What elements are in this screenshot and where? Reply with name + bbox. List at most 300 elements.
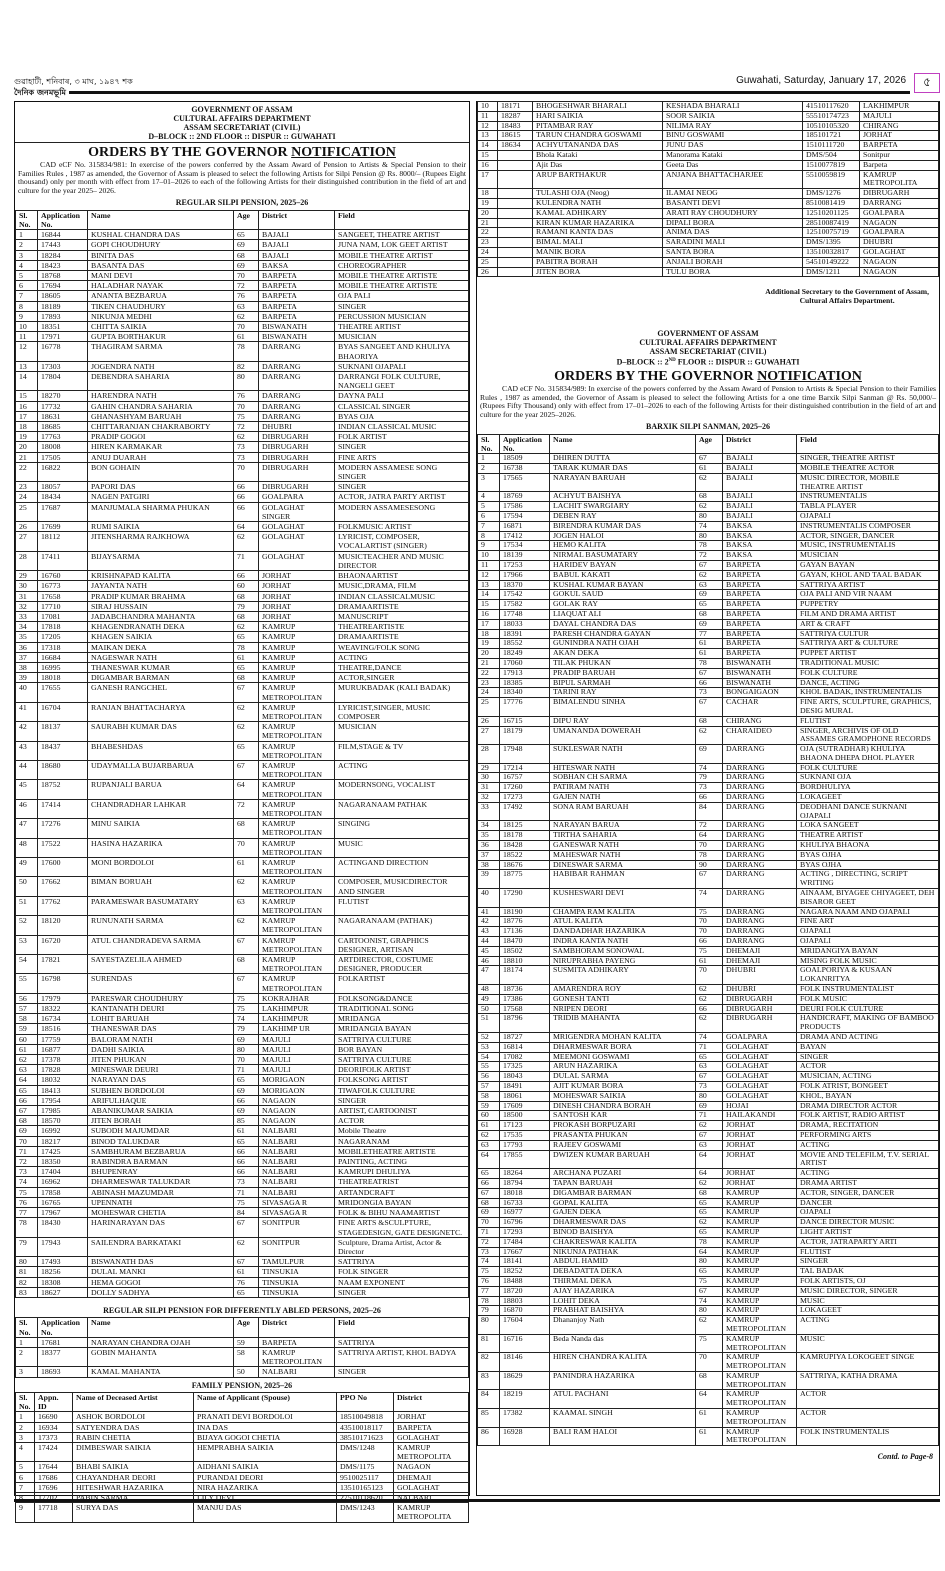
age-cell: 69 (696, 619, 723, 629)
table-row (16, 532, 469, 551)
name-cell: RUMI SAIKIA (88, 522, 234, 532)
application-no-cell: 17687 (38, 502, 88, 521)
district-cell: 8510081419 (803, 198, 860, 208)
age-cell: 65 (696, 600, 723, 610)
field-cell: CHIRANG (860, 121, 939, 131)
sl-no-cell: 1 (16, 1412, 35, 1422)
age-cell: NIRA HAZARIKA (194, 1482, 337, 1492)
table-row (478, 985, 939, 995)
district-cell: LAKHIMP UR (259, 1024, 335, 1034)
age-cell: 66 (234, 502, 259, 521)
table-row (16, 1014, 469, 1024)
field-cell: SATTRIYA CULTUR (797, 629, 939, 639)
district-cell: CHARAIDEO (723, 726, 797, 745)
age-cell: 69 (234, 240, 259, 250)
age-cell: SOOR SAIKIA (663, 111, 803, 121)
age-cell: 65 (234, 741, 259, 760)
field-cell: BORDHULIYA (797, 783, 939, 793)
table-row (478, 1371, 939, 1390)
name-cell: KHAGENDRANATH DEKA (88, 622, 234, 632)
name-cell: Dhananjoy Nath (550, 1316, 696, 1335)
application-no-cell: 16992 (38, 1126, 88, 1136)
application-no-cell: 18146 (500, 1353, 550, 1372)
field-cell: TIWAFOLK CULTURE (335, 1085, 469, 1095)
sl-no-cell: 83 (16, 1287, 38, 1297)
sl-no-cell: 1 (16, 1337, 38, 1347)
age-cell: 74 (696, 521, 723, 531)
district-cell: 5510059819 (803, 170, 860, 189)
application-no-cell: 18139 (500, 551, 550, 561)
name-cell: TARINI RAY (550, 688, 696, 698)
age-cell: 67 (696, 1130, 723, 1140)
district-cell: 38510171623 (337, 1432, 394, 1442)
sl-no-cell: 45 (16, 780, 38, 799)
application-no-cell: 18008 (38, 442, 88, 452)
field-cell: SINGER (797, 1257, 939, 1267)
field-cell: GOLAGHAT (860, 247, 939, 257)
gov-heading: GOVERNMENT OF ASSAM (657, 329, 759, 339)
table-row (16, 1065, 469, 1075)
name-cell: GUNINDRA NATH OJAH (550, 639, 696, 649)
age-cell: 73 (234, 442, 259, 452)
application-no-cell: 18340 (500, 688, 550, 698)
name-cell: KAMAL ADHIKARY (533, 208, 663, 218)
table-row (16, 702, 469, 721)
age-cell: 74 (696, 763, 723, 773)
field-cell: LIGHT ARTIST (797, 1227, 939, 1237)
age-cell: PRANATI DEVI BORDOLOI (194, 1412, 337, 1422)
district-cell: 27510118620 (337, 1492, 394, 1502)
district-cell: DARRANG (259, 401, 335, 411)
name-cell: CHANDRADHAR LAHKAR (88, 799, 234, 818)
district-cell: KAMRUP (259, 652, 335, 662)
district-cell: DARRANG (723, 745, 797, 764)
application-no-cell: 18423 (38, 260, 88, 270)
name-cell: GOKUL SAUD (550, 590, 696, 600)
application-no-cell: 18491 (500, 1081, 550, 1091)
table-row (478, 1390, 939, 1409)
column-header: District (394, 1392, 469, 1411)
sl-no-cell: 16 (478, 160, 498, 170)
table-row (16, 1472, 469, 1482)
district-cell: NALBARI (259, 1157, 335, 1167)
sl-no-cell: 25 (16, 502, 38, 521)
district-cell: DIBRUGARH (259, 462, 335, 481)
name-cell: BHUPENRAY (88, 1167, 234, 1177)
age-cell: 62 (696, 1316, 723, 1335)
sl-no-cell: 61 (16, 1044, 38, 1054)
field-cell: TRADITIONAL SONG (335, 1004, 469, 1014)
name-cell: NRIPEN DEORI (550, 1004, 696, 1014)
application-no-cell: 17542 (500, 590, 550, 600)
field-cell: MOBILE THEATRE ACTOR (797, 463, 939, 473)
field-cell: SINGER (335, 482, 469, 492)
district-cell: DARRANG (723, 773, 797, 783)
table-row (16, 1024, 469, 1034)
field-cell: ACTOR (335, 1116, 469, 1126)
district-cell: BONGAIGAON (723, 688, 797, 698)
application-no-cell: 18502 (500, 946, 550, 956)
district-cell: 43510018117 (337, 1422, 394, 1432)
age-cell: Geeta Das (663, 160, 803, 170)
field-cell: NALBARI (394, 1492, 469, 1502)
sl-no-cell: 22 (16, 462, 38, 481)
district-cell: KAMRUP (723, 1218, 797, 1228)
name-cell: MONI BORDOLOI (88, 857, 234, 876)
age-cell: 69 (696, 745, 723, 764)
district-cell: GOLAGHAT (259, 551, 335, 570)
column-header: District (259, 210, 335, 229)
field-cell: INDIAN CLASSICAL MUSIC (335, 422, 469, 432)
table-row (16, 1432, 469, 1442)
district-cell: BAJALI (723, 473, 797, 492)
field-cell: ARTIST, CARTOONIST (335, 1106, 469, 1116)
application-no-cell: 18509 (500, 454, 550, 464)
field-cell: BAYAN (797, 1042, 939, 1052)
district-cell: GOLAGHAT (259, 532, 335, 551)
age-cell: 66 (234, 1095, 259, 1105)
table-row (16, 1277, 469, 1287)
application-no-cell: 18322 (38, 1004, 88, 1014)
application-no-cell: 16720 (38, 935, 88, 954)
sl-no-cell: 58 (478, 1091, 500, 1101)
sl-no-cell: 23 (478, 238, 498, 248)
district-cell: DIBRUGARH (259, 482, 335, 492)
notification-title (477, 369, 939, 385)
sl-no-cell: 5 (478, 502, 500, 512)
district-cell: KAMRUP METROPOLITAN (259, 741, 335, 760)
sl-no-cell: 74 (16, 1177, 38, 1187)
age-cell: 62 (234, 532, 259, 551)
table-row (16, 1462, 469, 1472)
sl-no-cell: 49 (478, 994, 500, 1004)
sl-no-cell: 81 (478, 1334, 500, 1353)
application-no-cell: 17443 (38, 240, 88, 250)
district-cell: 1510077819 (803, 160, 860, 170)
district-cell: KAMRUP (259, 632, 335, 642)
age-cell: ANJANA BHATTACHARJEE (663, 170, 803, 189)
field-cell: THEATRE ARTIST (335, 322, 469, 332)
name-cell: HARINARAYAN DAS (88, 1218, 234, 1237)
application-no-cell: 18488 (500, 1276, 550, 1286)
name-cell: SANTOSH KAR (550, 1111, 696, 1121)
sl-no-cell: 14 (16, 372, 38, 391)
field-cell: KHULIYA BHAONA (797, 841, 939, 851)
application-no-cell: 18057 (38, 482, 88, 492)
field-cell: AINAAM, BIYAGEE CHIYAGEET, DEH BISAROR GEET (797, 889, 939, 908)
district-cell: KAMRUP METROPOLITAN (259, 683, 335, 702)
table-row (478, 678, 939, 688)
name-cell: PARAMESWAR BASUMATARY (88, 896, 234, 915)
age-cell: 74 (696, 889, 723, 908)
age-cell: 65 (696, 1052, 723, 1062)
age-cell: 61 (234, 652, 259, 662)
sl-no-cell: 46 (478, 956, 500, 966)
district-cell: BARPETA (723, 619, 797, 629)
name-cell: AKAN DEKA (550, 649, 696, 659)
name-cell: KUSHESWARI DEVI (550, 889, 696, 908)
field-cell: ACTOR (797, 1409, 939, 1428)
application-no-cell: 17260 (500, 783, 550, 793)
field-cell: MUSIC DIRECTOR, MOBILE THEATRE ARTIST (797, 473, 939, 492)
district-cell: NALBARI (259, 1146, 335, 1156)
district-cell: BARPETA (723, 570, 797, 580)
sl-no-cell: 7 (16, 291, 38, 301)
district-cell: DARRANG (723, 821, 797, 831)
age-cell: 78 (234, 642, 259, 652)
sl-no-cell: 50 (16, 877, 38, 896)
sl-no-cell: 73 (478, 1247, 500, 1257)
field-cell: SINGER (335, 301, 469, 311)
table-row (478, 841, 939, 851)
application-no-cell: 16962 (38, 1177, 88, 1187)
sl-no-cell: 8 (478, 531, 500, 541)
application-no-cell: 18043 (500, 1072, 550, 1082)
name-cell: SOBHAN CH SARMA (550, 773, 696, 783)
name-cell: PRADIP KUMAR BRAHMA (88, 591, 234, 601)
application-no-cell: 18377 (38, 1347, 88, 1366)
table-row (478, 228, 939, 238)
age-cell: 63 (696, 580, 723, 590)
application-no-cell: 18190 (500, 907, 550, 917)
table-row (16, 1126, 469, 1136)
name-cell: SUBODH MAJUMDAR (88, 1126, 234, 1136)
sl-no-cell: 74 (478, 1257, 500, 1267)
age-cell: 76 (234, 391, 259, 401)
table-row (478, 570, 939, 580)
district-cell: BARPETA (723, 590, 797, 600)
application-no-cell: 18174 (500, 966, 550, 985)
district-cell: KAMRUP (723, 1237, 797, 1247)
district-cell: 12510201125 (803, 208, 860, 218)
age-cell: 67 (234, 683, 259, 702)
sl-no-cell: 11 (478, 560, 500, 570)
application-no-cell: 16798 (38, 974, 88, 993)
age-cell: 61 (234, 1126, 259, 1136)
table-row (478, 1316, 939, 1335)
application-no-cell: 17979 (38, 993, 88, 1003)
field-cell: MOBILETHEATRE ARTISTE (335, 1146, 469, 1156)
district-cell: KAMRUP (723, 1198, 797, 1208)
application-no-cell: 17290 (500, 889, 550, 908)
table-row (478, 688, 939, 698)
sl-no-cell: 67 (16, 1106, 38, 1116)
application-no-cell: 18634 (498, 141, 533, 151)
age-cell: 78 (696, 541, 723, 551)
name-cell: Beda Nanda das (550, 1334, 696, 1353)
field-cell: FINE ARTS &SCULPTURE, STAGEDESIGN, GATE DESIGNETC. (335, 1218, 469, 1237)
district-cell: BARPETA (259, 291, 335, 301)
field-cell: PUPPET ARTIST (797, 649, 939, 659)
age-cell: INA DAS (194, 1422, 337, 1432)
dept-heading: CULTURAL AFFAIRS DEPARTMENT (639, 338, 777, 348)
field-cell: GAYAN, KHOL AND TAAL BADAK (797, 570, 939, 580)
sl-no-cell: 14 (478, 141, 498, 151)
sl-no-cell: 8 (16, 301, 38, 311)
sl-no-cell: 6 (16, 281, 38, 291)
field-cell: FLUTIST (797, 716, 939, 726)
age-cell: MANJU DAS (194, 1503, 337, 1522)
name-cell: NIRMAL BASUMATARY (550, 551, 696, 561)
field-cell: Sonitpur (860, 150, 939, 160)
name-cell: HABIBAR RAHMAN (550, 870, 696, 889)
district-cell: KOKRAJHAR (259, 993, 335, 1003)
age-cell: 78 (234, 342, 259, 361)
table-row (478, 1169, 939, 1179)
age-cell: 67 (234, 1257, 259, 1267)
field-cell: MRIDANGIYA BAYAN (797, 946, 939, 956)
application-no-cell: 18413 (38, 1085, 88, 1095)
name-cell: HARENDRA NATH (88, 391, 234, 401)
field-cell: FOLK MUSIC (797, 994, 939, 1004)
age-cell: 68 (234, 673, 259, 683)
application-no-cell: 16773 (38, 581, 88, 591)
name-cell: DOLLY SADHYA (88, 1287, 234, 1297)
field-cell: OJAPALI (797, 927, 939, 937)
sl-no-cell: 19 (478, 198, 498, 208)
table-row (478, 956, 939, 966)
field-cell: MOBILE THEATRE ARTISTE (335, 281, 469, 291)
sl-no-cell: 60 (16, 1034, 38, 1044)
sl-no-cell: 63 (478, 1140, 500, 1150)
name-cell: LOHIT DEKA (550, 1296, 696, 1306)
age-cell: Manorama Kataki (663, 150, 803, 160)
table-row (478, 531, 939, 541)
district-cell: DMS/1211 (803, 267, 860, 277)
age-cell: 62 (696, 473, 723, 492)
district-cell: DARRANG (723, 907, 797, 917)
district-cell: JORHAT (259, 591, 335, 601)
field-cell: THEATREATRIST (335, 1177, 469, 1187)
table-row (478, 619, 939, 629)
table-row (478, 1140, 939, 1150)
table-row (16, 240, 469, 250)
secretariat-heading: ASSAM SECRETARIAT (CIVIL) (183, 123, 301, 132)
table-row (16, 601, 469, 611)
age-cell: 71 (234, 1065, 259, 1075)
name-cell: THIRMAL DEKA (550, 1276, 696, 1286)
age-cell: 70 (234, 462, 259, 481)
field-cell: GOALPORIYA & KUSAAN LOKANRITYA (797, 966, 939, 985)
name-cell: GUPTA BORTHAKUR (88, 332, 234, 342)
table-row (16, 1412, 469, 1422)
sl-no-cell: 4 (16, 1442, 35, 1461)
application-no-cell: 18256 (38, 1267, 88, 1277)
age-cell: 68 (696, 492, 723, 502)
table-row (16, 1187, 469, 1197)
name-cell: ARIFULHAQUE (88, 1095, 234, 1105)
name-cell: CHAMPA RAM KALITA (550, 907, 696, 917)
application-no-cell: 17954 (38, 1095, 88, 1105)
name-cell: NIKUNJA MEDHI (88, 311, 234, 321)
district-cell: NALBARI (259, 1136, 335, 1146)
sl-no-cell: 60 (478, 1111, 500, 1121)
field-cell: MODERN ASSAMESE SONG SINGER (335, 462, 469, 481)
table-row (16, 551, 469, 570)
application-no-cell: 17662 (38, 877, 88, 896)
age-cell: 65 (696, 1267, 723, 1277)
field-cell: MODERN ASSAMESESONG (335, 502, 469, 521)
table-row (478, 492, 939, 502)
table-row (478, 111, 939, 121)
gov-heading: GOVERNMENT OF ASSAM (191, 105, 293, 114)
name-cell: HASINA HAZARIKA (88, 838, 234, 857)
district-cell: HAILAKANDI (723, 1111, 797, 1121)
sl-no-cell: 75 (478, 1267, 500, 1277)
sl-no-cell: 42 (16, 722, 38, 741)
application-no-cell: 17318 (38, 642, 88, 652)
table-row (16, 372, 469, 391)
table-row (478, 1237, 939, 1247)
footer-rule (14, 1499, 940, 1502)
application-no-cell: 18112 (38, 532, 88, 551)
field-cell: ACTOR,SINGER (335, 673, 469, 683)
sl-no-cell: 12 (16, 342, 38, 361)
field-cell: BARPETA (394, 1422, 469, 1432)
sl-no-cell: 56 (478, 1072, 500, 1082)
district-cell: BAKSA (723, 541, 797, 551)
field-cell: DHUBRI (860, 238, 939, 248)
age-cell: NILIMA RAY (663, 121, 803, 131)
field-cell: SINGER, THEATRE ARTIST (797, 454, 939, 464)
title-prefix: ORDERS BY THE GOVERNOR (88, 145, 292, 160)
column-header: Sl. No. (16, 210, 38, 229)
table-row (478, 1227, 939, 1237)
application-no-cell: 17655 (38, 683, 88, 702)
application-no-cell: 16715 (500, 716, 550, 726)
field-cell: SATTRIYA (335, 1337, 469, 1347)
right-column (476, 101, 940, 1496)
field-cell: NAGAON (394, 1462, 469, 1472)
name-cell: PANINDRA HAZARIKA (550, 1371, 696, 1390)
name-cell: NARAYAN BARUAH (550, 473, 696, 492)
sl-no-cell: 69 (478, 1208, 500, 1218)
sl-no-cell: 47 (16, 819, 38, 838)
district-cell: 54510149222 (803, 257, 860, 267)
district-cell: MAJULI (259, 1044, 335, 1054)
name-cell: TRIDIB MAHANTA (550, 1014, 696, 1033)
table-row (478, 218, 939, 228)
table-row (16, 1482, 469, 1492)
sl-no-cell: 78 (16, 1218, 38, 1237)
application-no-cell: 16995 (38, 662, 88, 672)
age-cell: 64 (234, 522, 259, 532)
sl-no-cell: 10 (478, 551, 500, 561)
district-cell: MAJULI (259, 1034, 335, 1044)
name-cell: BIJAYSARMA (88, 551, 234, 570)
sl-no-cell: 12 (478, 570, 500, 580)
age-cell: 80 (234, 1044, 259, 1054)
application-no-cell: 18428 (500, 841, 550, 851)
district-cell: KAMRUP (723, 1247, 797, 1257)
field-cell: JORHAT (860, 131, 939, 141)
table-row (16, 819, 469, 838)
district-cell: DHUBRI (259, 422, 335, 432)
name-cell: DANDADHAR HAZARIKA (550, 927, 696, 937)
table-row (478, 1353, 939, 1372)
age-cell: 62 (234, 311, 259, 321)
sl-no-cell: 3 (478, 473, 500, 492)
sl-no-cell: 2 (16, 1422, 35, 1432)
name-cell: THANESWAR KUMAR (88, 662, 234, 672)
table-row (16, 1218, 469, 1237)
signature-block (477, 277, 939, 329)
table-row (16, 342, 469, 361)
age-cell: 59 (234, 1337, 259, 1347)
age-cell: 66 (234, 1146, 259, 1156)
district-cell: DIBRUGARH (259, 432, 335, 442)
sl-no-cell: 32 (478, 793, 500, 803)
